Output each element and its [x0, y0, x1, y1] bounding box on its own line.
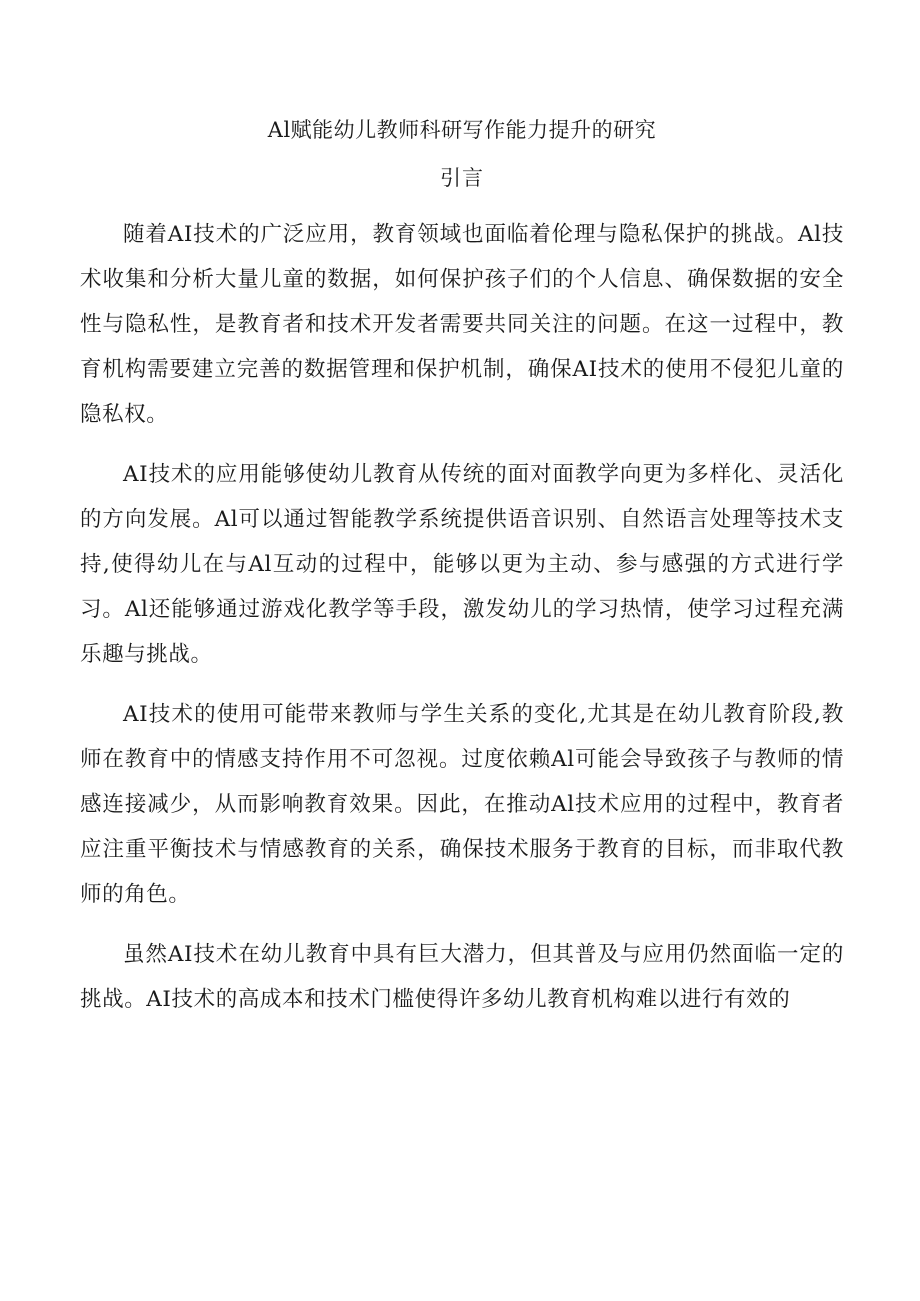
paragraph-4: 虽然AI技术在幼儿教育中具有巨大潜力，但其普及与应用仍然面临一定的挑战。AI技术的高成本和技术门槛使得许多幼儿教育机构难以进行有效的	[80, 942, 844, 1012]
paragraph-2: AI技术的应用能够使幼儿教育从传统的面对面教学向更为多样化、灵活化的方向发展。Al可以通过智能教学系统提供语音识别、自然语言处理等技术支持,使得幼儿在与Al互动的过程中，能够以更为主动、参与感强的方式进行学习。Al还能够通过游戏化教学等手段，激发幼儿的学习热情，使学习过程充满乐趣与挑战。	[80, 462, 844, 667]
section-heading: 引言	[440, 166, 484, 190]
document-title: Al赋能幼儿教师科研写作能力提升的研究	[267, 118, 657, 142]
document-page	[80, 110, 844, 1037]
paragraph-1: 随着AI技术的广泛应用，教育领域也面临着伦理与隐私保护的挑战。Al技术收集和分析大量儿童的数据，如何保护孩子们的个人信息、确保数据的安全性与隐私性，是教育者和技术开发者需要共同关注的问题。在这一过程中，教育机构需要建立完善的数据管理和保护机制，确保AI技术的使用不侵犯儿童的隐私权。	[80, 222, 844, 427]
paragraph-3: AI技术的使用可能带来教师与学生关系的变化,尤其是在幼儿教育阶段,教师在教育中的情感支持作用不可忽视。过度依赖Al可能会导致孩子与教师的情感连接减少，从而影响教育效果。因此，在推动Al技术应用的过程中，教育者应注重平衡技术与情感教育的关系，确保技术服务于教育的目标，而非取代教师的角色。	[80, 702, 844, 907]
